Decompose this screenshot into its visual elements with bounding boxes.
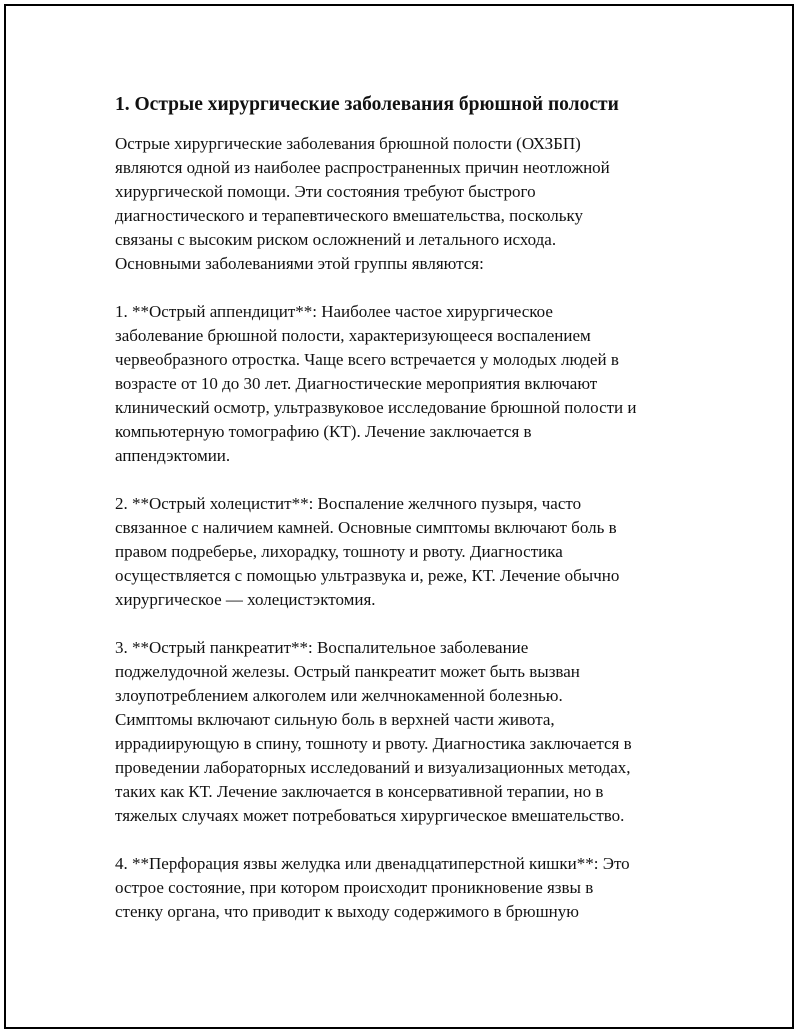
list-item-pancreatitis: 3. **Острый панкреатит**: Воспалительное заболевание поджелудочной железы. Острый панкреатит может быть вызван злоупотреблением алкоголем или желчнокаменной болезнью. Симптомы включают сильную боль в верхней части живота, иррадиирующую в спину, тошноту и рвоту. Диагностика заключается в проведении лабораторных исследований и визуализационных методах, таких как КТ. Лечение заключается в консервативной терапии, но в тяжелых случаях может потребоваться хирургическое вмешательство. [115,638,632,825]
list-item-ulcer-perforation: 4. **Перфорация язвы желудка или двенадцатиперстной кишки**: Это острое состояние, при котором происходит проникновение язвы в стенку органа, что приводит к выходу содержимого в брюшную [115,854,630,921]
list-item-appendicitis: 1. **Острый аппендицит**: Наиболее частое хирургическое заболевание брюшной полости, характеризующееся воспалением червеобразного отростка. Чаще всего встречается у молодых людей в возрасте от 10 до 30 лет. Диагностические мероприятия включают клинический осмотр, ультразвуковое исследование брюшной полости и компьютерную томографию (КТ). Лечение заключается в аппендэктомии. [115,302,637,465]
intro-paragraph: Острые хирургические заболевания брюшной полости (ОХЗБП) являются одной из наиболее распространенных причин неотложной хирургической помощи. Эти состояния требуют быстрого диагностического и терапевтического вмешательства, поскольку связаны с высоким риском осложнений и летального исхода. Основными заболеваниями этой группы являются: [115,134,610,273]
section-heading: 1. Острые хирургические заболевания брюшной полости [115,94,619,115]
document-body [115,92,695,948]
list-item-cholecystitis: 2. **Острый холецистит**: Воспаление желчного пузыря, часто связанное с наличием камней. Основные симптомы включают боль в правом подреберье, лихорадку, тошноту и рвоту. Диагностика осуществляется с помощью ультразвука и, реже, КТ. Лечение обычно хирургическое — холецистэктомия. [115,494,620,609]
